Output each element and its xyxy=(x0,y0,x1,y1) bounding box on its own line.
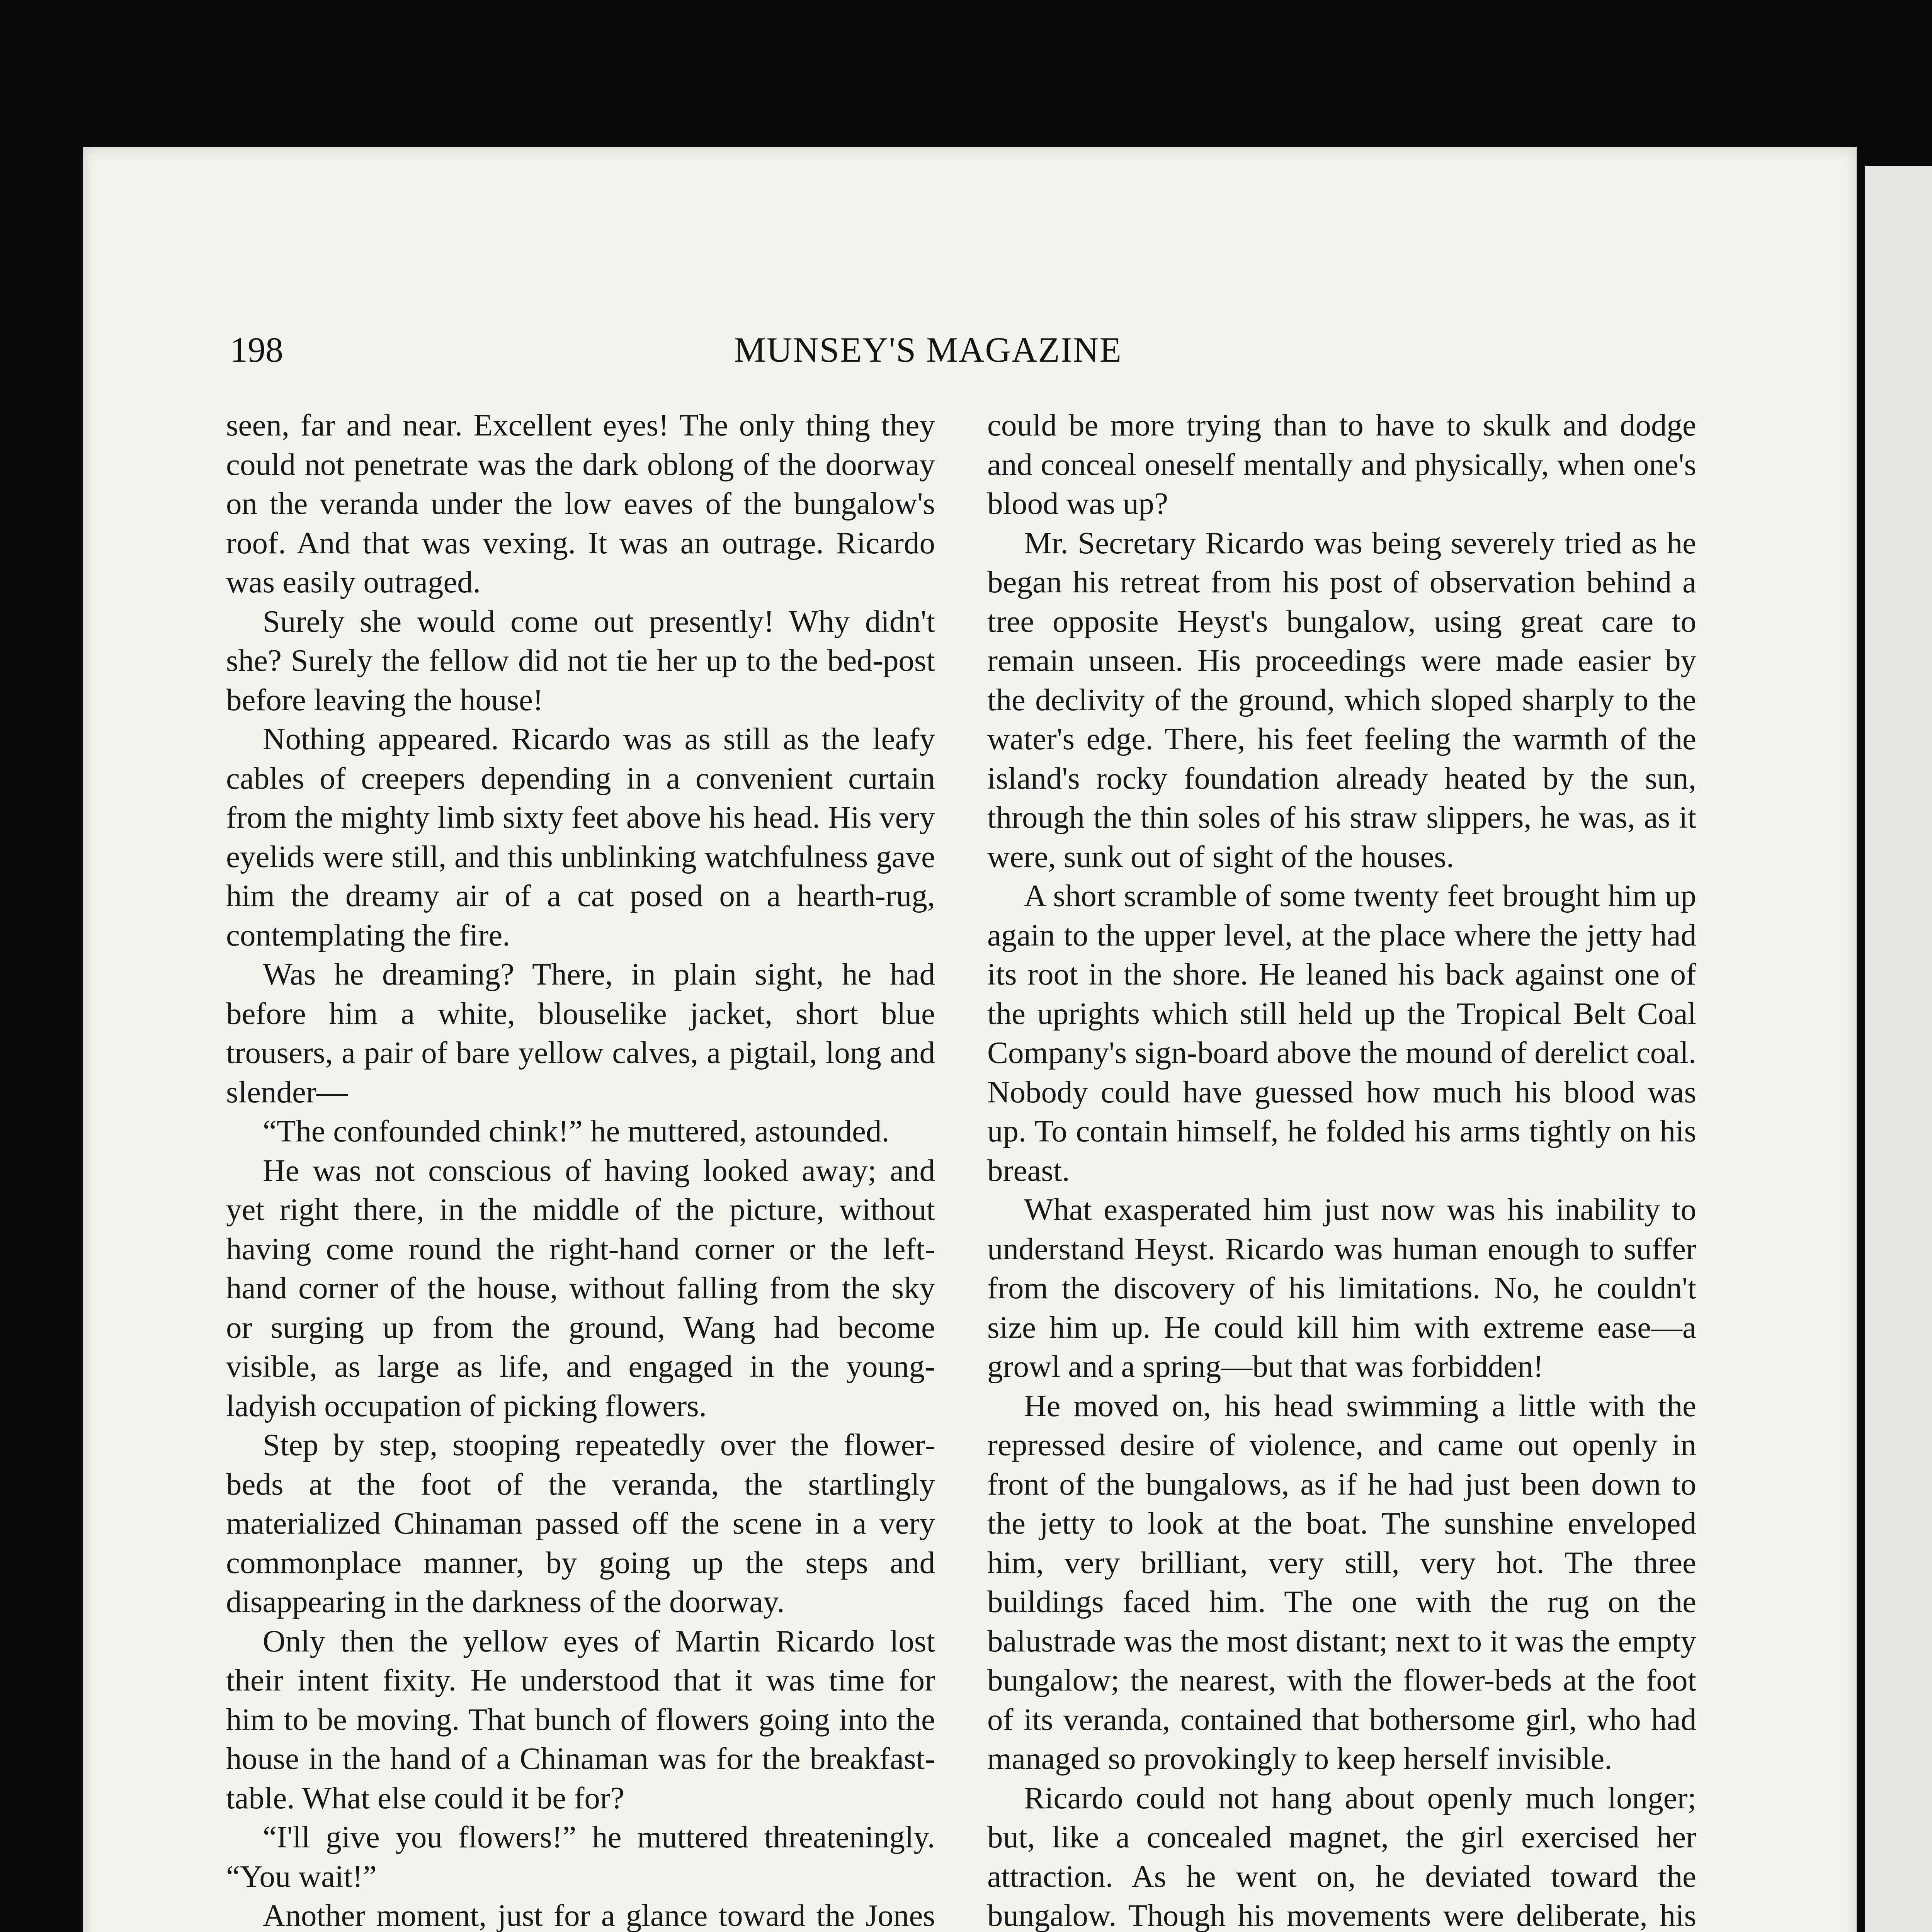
running-head xyxy=(230,327,1737,377)
paragraph: “I'll give you flowers!” he muttered threateningly. “You wait!” xyxy=(226,1820,935,1894)
paragraph: Surely she would come out presently! Why didn't she? Surely the fellow did not tie her up to the bed-post before leaving the house! xyxy=(226,604,935,717)
paragraph: “The confounded chink!” he muttered, astounded. xyxy=(263,1114,889,1148)
left-text-column xyxy=(226,406,935,1932)
paragraph: He was not conscious of having looked away; and yet right there, in the middle of the picture, without having come round the right-hand corner or the left-hand corner of the house, without falling from the sky or surging up from the ground, Wang had become visible, as large as life, and engaged in the young-ladyish occupation of picking flowers. xyxy=(226,1153,935,1423)
paragraph: could be more trying than to have to skulk and dodge and conceal oneself mentally and physically, when one's blood was up? xyxy=(987,408,1696,521)
paragraph: seen, far and near. Excellent eyes! The only thing they could not penetrate was the dark oblong of the doorway on the veranda under the low eaves of the bungalow's roof. And that was vexing. It was an outrage. Ricardo was easily outraged. xyxy=(226,408,935,599)
magazine-title: MUNSEY'S MAGAZINE xyxy=(734,330,1122,369)
paragraph: Another moment, just for a glance toward the Jones xyxy=(263,1898,935,1932)
facing-page-edge xyxy=(1857,166,1932,1932)
paragraph: Mr. Secretary Ricardo was being severely tried as he began his retreat from his post of observation behind a tree opposite Heyst's bungalow, using great care to remain unseen. His proceedings were made easier by the declivity of the ground, which sloped sharply to the water's edge. There, his feet feeling the warmth of the island's rocky foundation already heated by the sun, through the thin soles of his straw slippers, he was, as it were, sunk out of sight of the houses. xyxy=(987,525,1696,874)
paragraph: Step by step, stooping repeatedly over the flower-beds at the foot of the veranda, the startlingly materialized Chinaman passed off the scene in a very commonplace manner, by going up the steps and disappearing in the darkness of the doorway. xyxy=(226,1427,935,1619)
paragraph: Was he dreaming? There, in plain sight, he had before him a white, blouselike jacket, short blue trousers, a pair of bare yellow calves, a pigtail, long and slender— xyxy=(226,957,935,1109)
page-number: 198 xyxy=(230,330,283,369)
paragraph: What exasperated him just now was his inability to understand Heyst. Ricardo was human enough to suffer from the discovery of his limitations. No, he couldn't size him up. He could kill him with extreme ease—a growl and a spring—but that was forbidden! xyxy=(987,1192,1696,1384)
paragraph: Only then the yellow eyes of Martin Ricardo lost their intent fixity. He understood that it was time for him to be moving. That bunch of flowers going into the house in the hand of a Chinaman was for the breakfast-table. What else could it be for? xyxy=(226,1623,935,1815)
paragraph: He moved on, his head swimming a little with the repressed desire of violence, and came out openly in front of the bungalows, as if he had just been down to the jetty to look at the boat. The sunshine enveloped him, very brilliant, very still, very hot. The three buildings faced him. The one with the rug on the balustrade was the most distant; next to it was the empty bungalow; the nearest, with the flower-beds at the foot of its veranda, contained that bothersome girl, who had managed so provokingly to keep herself invisible. xyxy=(987,1388,1696,1776)
right-text-column xyxy=(987,406,1696,1932)
paragraph: Nothing appeared. Ricardo was as still as the leafy cables of creepers depending in a convenient curtain from the mighty limb sixty feet above his head. His very eyelids were still, and this unblinking watchfulness gave him the dreamy air of a cat posed on a hearth-rug, contemplating the fire. xyxy=(226,721,935,952)
paragraph: Ricardo could not hang about openly much longer; but, like a concealed magnet, the girl exercised her attraction. As he went on, he deviated toward the bungalow. Though his movements were deliberate, his xyxy=(987,1780,1696,1932)
paragraph: A short scramble of some twenty feet brought him up again to the upper level, at the place where the jetty had its root in the shore. He leaned his back against one of the uprights which still held up the Tropical Belt Coal Company's sign-board above the mound of derelict coal. Nobody could have guessed how much his blood was up. To contain himself, he folded his arms tightly on his breast. xyxy=(987,878,1696,1188)
